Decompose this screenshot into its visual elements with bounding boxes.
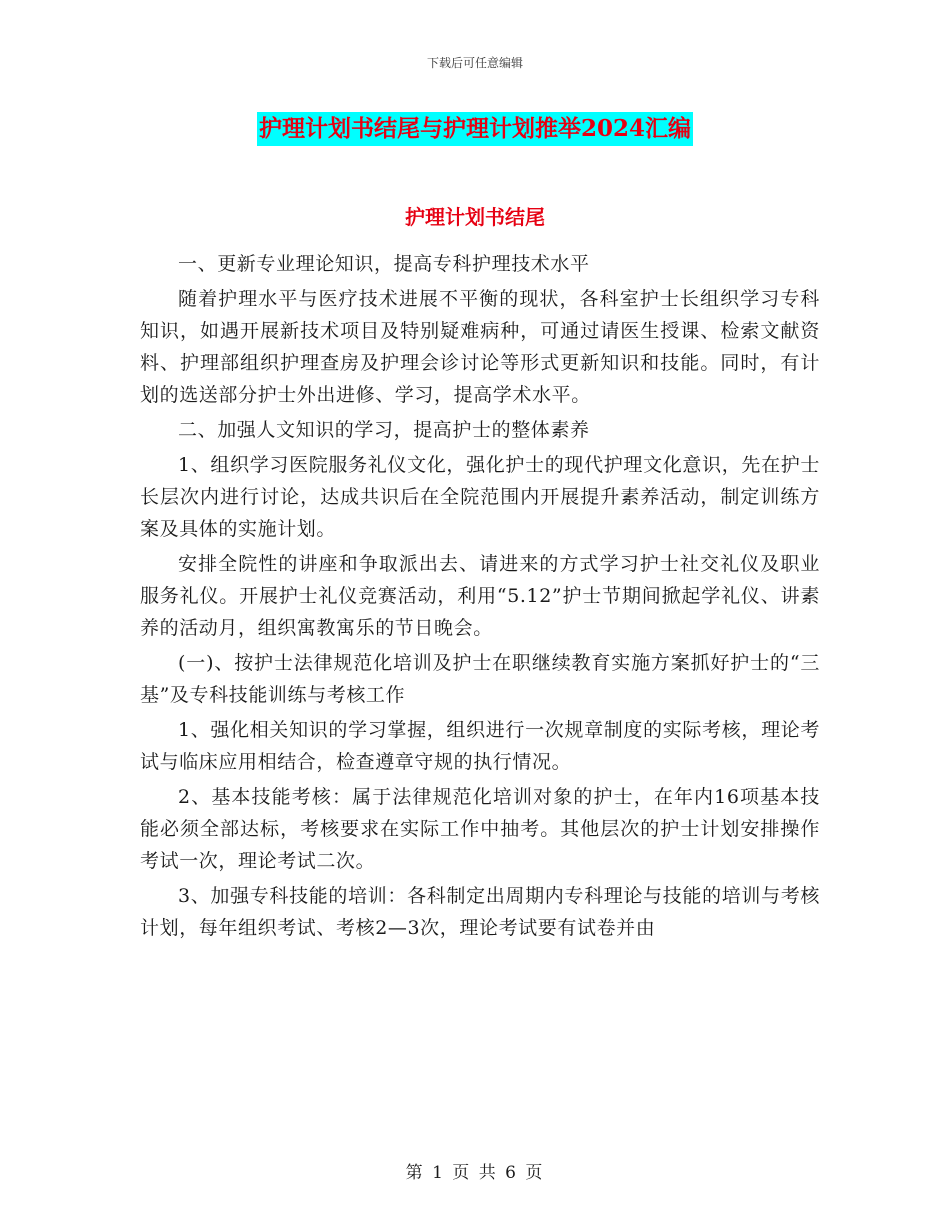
page-number-footer: 第 1 页 共 6 页 bbox=[405, 1163, 545, 1183]
document-body bbox=[140, 248, 820, 947]
paragraph: 3、加强专科技能的培训：各科制定出周期内专科理论与技能的培训与考核计划，每年组织考试、考核2—3次，理论考试要有试卷并由 bbox=[140, 885, 820, 939]
paragraph: 1、强化相关知识的学习掌握，组织进行一次规章制度的实际考核，理论考试与临床应用相结合，检查遵章守规的执行情况。 bbox=[140, 719, 820, 773]
page-header-note: 下载后可任意编辑 bbox=[426, 56, 523, 70]
paragraph: 安排全院性的讲座和争取派出去、请进来的方式学习护士社交礼仪及职业服务礼仪。开展护士礼仪竞赛活动，利用“5.12”护士节期间掀起学礼仪、讲素养的活动月，组织寓教寓乐的节日晚会。 bbox=[140, 553, 820, 639]
document-title: 护理计划书结尾与护理计划推举2024汇编 bbox=[257, 112, 693, 146]
paragraph: 1、组织学习医院服务礼仪文化，强化护士的现代护理文化意识，先在护士长层次内进行讨论，达成共识后在全院范围内开展提升素养活动，制定训练方案及具体的实施计划。 bbox=[140, 454, 820, 540]
paragraph: 二、加强人文知识的学习，提高护士的整体素养 bbox=[178, 419, 590, 441]
section-title: 护理计划书结尾 bbox=[405, 205, 545, 229]
paragraph: 2、基本技能考核：属于法律规范化培训对象的护士，在年内16项基本技能必须全部达标，考核要求在实际工作中抽考。其他层次的护士计划安排操作考试一次，理论考试二次。 bbox=[140, 786, 820, 872]
document-title-container bbox=[0, 112, 950, 146]
paragraph: 随着护理水平与医疗技术进展不平衡的现状，各科室护士长组织学习专科知识，如遇开展新技术项目及特别疑难病种，可通过请医生授课、检索文献资料、护理部组织护理查房及护理会诊讨论等形式更新知识和技能。同时，有计划的选送部分护士外出进修、学习，提高学术水平。 bbox=[140, 288, 820, 406]
paragraph: (一)、按护士法律规范化培训及护士在职继续教育实施方案抓好护士的“三基”及专科技能训练与考核工作 bbox=[140, 652, 820, 706]
paragraph: 一、更新专业理论知识，提高专科护理技术水平 bbox=[178, 253, 590, 275]
